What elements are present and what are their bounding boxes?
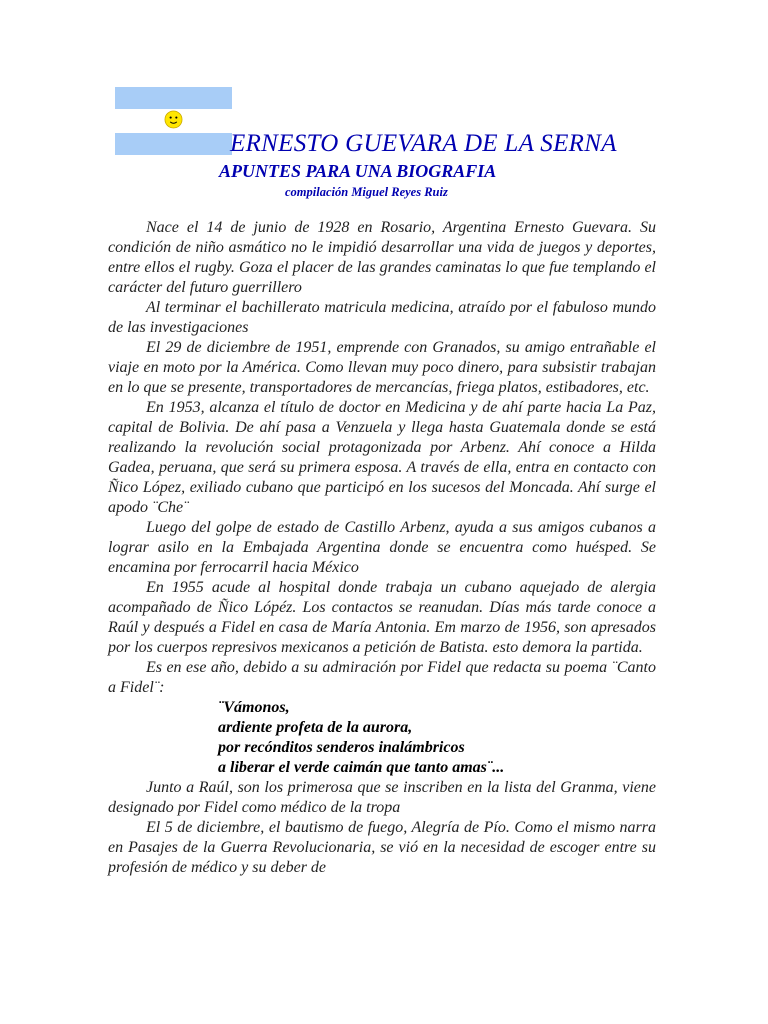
poem-line: por recónditos senderos inalámbricos [218,739,465,756]
paragraph: Junto a Raúl, son los primerosa que se inscriben en la lista del Granma, viene designado por Fidel como médico de la tropa [108,779,656,816]
paragraph: El 29 de diciembre de 1951, emprende con Granados, su amigo entrañable el viaje en moto por la América. Como llevan muy poco dinero, para subsistir trabajan en lo que se presente, transportadores de mercancías, friega platos, estibadores, etc. [108,339,656,396]
poem-line: ardiente profeta de la aurora, [218,719,413,736]
paragraph: Es en ese año, debido a su admiración por Fidel que redacta su poema ¨Canto a Fidel¨: [108,659,656,696]
sun-of-may-icon [164,110,183,129]
biography-body [108,218,656,878]
poem-quote [108,698,656,778]
poem-line: a liberar el verde caimán que tanto amas¨... [218,759,505,776]
paragraph: Luego del golpe de estado de Castillo Arbenz, ayuda a sus amigos cubanos a lograr asilo en la Embajada Argentina donde se encuentra como huésped. Se encamina por ferrocarril hacia México [108,519,656,576]
document-title: ERNESTO GUEVARA DE LA SERNA [230,130,617,157]
paragraph: En 1953, alcanza el título de doctor en Medicina y de ahí parte hacia La Paz, capital de Bolivia. De ahí pasa a Venzuela y llega hasta Guatemala donde se está realizando la revolución social protagonizada por Arbenz. Ahí conoce a Hilda Gadea, peruana, que será su primera esposa. A través de ella, entra en contacto con Ñico López, exiliado cubano que participó en los sucesos del Moncada. Ahí surge el apodo ¨Che¨ [108,399,656,516]
paragraph: Al terminar el bachillerato matricula medicina, atraído por el fabuloso mundo de las investigaciones [108,299,656,336]
poem-line: ¨Vámonos, [218,699,290,716]
paragraph: Nace el 14 de junio de 1928 en Rosario, Argentina Ernesto Guevara. Su condición de niño asmático no le impidió desarrollar una vida de juegos y deportes, entre ellos el rugby. Goza el placer de las grandes caminatas lo que fue templando el carácter del futuro guerrillero [108,219,656,296]
flag-top-stripe [115,87,232,109]
paragraph: En 1955 acude al hospital donde trabaja un cubano aquejado de alergia acompañado de Ñico Lópéz. Los contactos se reanudan. Días más tarde conoce a Raúl y después a Fidel en casa de María Antonia. Em marzo de 1956, son apresados por los cuerpos represivos mexicanos a petición de Batista. esto demora la partida. [108,579,656,656]
compiler-credit: compilación Miguel Reyes Ruiz [285,185,448,199]
argentina-flag-icon [115,87,232,155]
flag-bottom-stripe [115,133,232,155]
document-subtitle: APUNTES PARA UNA BIOGRAFIA [219,161,497,181]
paragraph: El 5 de diciembre, el bautismo de fuego, Alegría de Pío. Como el mismo narra en Pasajes de la Guerra Revolucionaria, se vió en la necesidad de escoger entre su profesión de médico y su deber de [108,819,656,876]
